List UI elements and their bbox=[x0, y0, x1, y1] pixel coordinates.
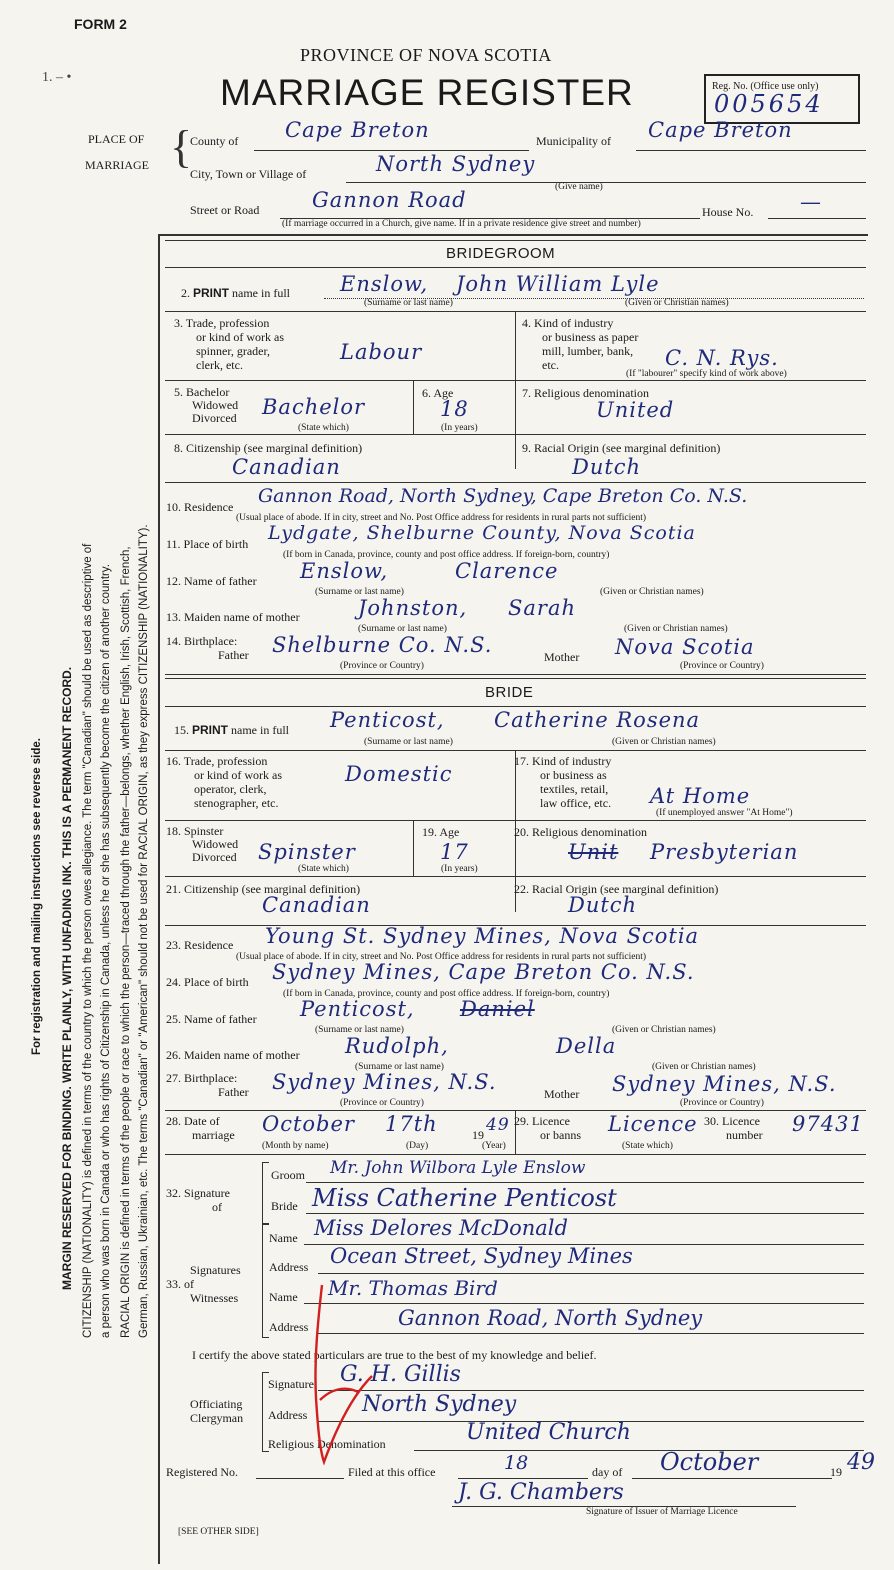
groom-religion: United bbox=[596, 398, 675, 422]
date-year-note: (Year) bbox=[482, 1141, 506, 1151]
groom-father-note-s: (Surname or last name) bbox=[315, 587, 404, 597]
clergy-signature-label: Signature bbox=[268, 1377, 314, 1391]
witness1-address: Ocean Street, Sydney Mines bbox=[330, 1244, 633, 1268]
bride-trade: Domestic bbox=[345, 762, 453, 786]
bride-surname: Penticost, bbox=[330, 708, 445, 732]
bride-racial: Dutch bbox=[568, 893, 638, 917]
licence-number-label: 30. Licence number bbox=[704, 1114, 763, 1142]
bride-mother-label: 26. Maiden name of mother bbox=[166, 1048, 300, 1062]
date-day-note: (Day) bbox=[406, 1141, 429, 1151]
groom-mother-note-g: (Given or Christian names) bbox=[624, 624, 728, 634]
witness2-name: Mr. Thomas Bird bbox=[328, 1276, 498, 1300]
licence-number: 97431 bbox=[792, 1112, 864, 1136]
bride-status-label: 18. Spinster Widowed Divorced bbox=[166, 824, 239, 864]
groom-bp-mother: Nova Scotia bbox=[615, 635, 755, 659]
bridegroom-heading: BRIDEGROOM bbox=[446, 245, 556, 262]
marriage-year: 49 bbox=[486, 1115, 510, 1135]
bride-residence-note: (Usual place of abode. If in city, street and No. Post Office address for residents in rural parts not sufficient) bbox=[236, 952, 647, 962]
bride-residence-label: 23. Residence bbox=[166, 938, 234, 952]
margin-line-5: RACIAL ORIGIN is defined in terms of the people or race to which the person—traced through the father—belongs, whether English, Irish, Scottish, French, bbox=[120, 546, 132, 1338]
groom-father-label: 12. Name of father bbox=[166, 574, 257, 588]
bride-industry-note: (If unemployed answer "At Home") bbox=[656, 808, 793, 818]
groom-status-note: (State which) bbox=[298, 423, 349, 433]
groom-industry: C. N. Rys. bbox=[665, 346, 779, 370]
groom-religion-label: 7. Religious denomination bbox=[522, 386, 649, 400]
groom-status-label: 5. Bachelor Widowed Divorced bbox=[174, 385, 239, 425]
margin-line-2: For registration and mailing instructions see reverse side. bbox=[31, 738, 43, 1055]
reg-number-value: 005654 bbox=[714, 90, 824, 118]
filed-day: 18 bbox=[504, 1452, 529, 1474]
clergy-label: Officiating Clergyman bbox=[190, 1397, 244, 1425]
bride-age-note: (In years) bbox=[441, 864, 478, 874]
licence-note: (State which) bbox=[622, 1141, 673, 1151]
groom-mother-label: 13. Maiden name of mother bbox=[166, 610, 300, 624]
bride-residence: Young St. Sydney Mines, Nova Scotia bbox=[265, 924, 700, 948]
groom-bp-note-m: (Province or Country) bbox=[680, 661, 764, 671]
groom-birth-label: 11. Place of birth bbox=[166, 537, 249, 551]
form-number: FORM 2 bbox=[74, 16, 127, 32]
groom-bp-father: Shelburne Co. N.S. bbox=[272, 633, 493, 657]
registered-label: Registered No. bbox=[166, 1465, 238, 1479]
groom-mother-surname: Johnston, bbox=[358, 596, 468, 620]
city-note: (Give name) bbox=[555, 182, 603, 192]
date-label: 28. Date of marriage bbox=[166, 1114, 235, 1142]
groom-given: John William Lyle bbox=[456, 272, 660, 296]
licence-label: 29. Licence or banns bbox=[514, 1114, 581, 1142]
groom-industry-note: (If "labourer" specify kind of work above) bbox=[626, 369, 787, 379]
bride-heading: BRIDE bbox=[485, 684, 534, 701]
bride-sig-label: Bride bbox=[271, 1199, 298, 1213]
clergy-signature: G. H. Gillis bbox=[340, 1362, 461, 1387]
marriage-day: 17th bbox=[385, 1112, 438, 1136]
groom-surname: Enslow, bbox=[340, 272, 429, 296]
groom-trade: Labour bbox=[340, 340, 423, 364]
clergy-denomination: United Church bbox=[466, 1420, 631, 1445]
bride-age-label: 19. Age bbox=[422, 825, 460, 839]
w1-address-label: Address bbox=[269, 1260, 309, 1274]
groom-surname-note: (Surname or last name) bbox=[364, 298, 453, 308]
province-heading: PROVINCE OF NOVA SCOTIA bbox=[300, 45, 552, 65]
groom-given-note: (Given or Christian names) bbox=[625, 298, 729, 308]
bride-citizenship: Canadian bbox=[262, 893, 371, 917]
groom-father-note-g: (Given or Christian names) bbox=[600, 587, 704, 597]
groom-bp-note-f: (Province or Country) bbox=[340, 661, 424, 671]
bride-status-note: (State which) bbox=[298, 864, 349, 874]
red-check-mark bbox=[300, 1280, 380, 1470]
margin-line-1: MARGIN RESERVED FOR BINDING. WRITE PLAINLY, WITH UNFADING INK. THIS IS A PERMANENT RECORD. bbox=[60, 666, 74, 1290]
margin-line-4: a person who was born in Canada or who has rights of Citizenship in Canada, unless he or she has subsequently become the citizen of another country. bbox=[100, 564, 112, 1338]
bride-signature: Miss Catherine Penticost bbox=[312, 1184, 617, 1212]
groom-residence: Gannon Road, North Sydney, Cape Breton Co. N.S. bbox=[258, 485, 748, 507]
date-month-note: (Month by name) bbox=[262, 1141, 329, 1151]
witness2-address: Gannon Road, North Sydney bbox=[398, 1306, 703, 1330]
county-value: Cape Breton bbox=[285, 118, 430, 142]
witness1-name: Miss Delores McDonald bbox=[314, 1216, 568, 1240]
bride-racial-label: 22. Racial Origin (see marginal definition) bbox=[514, 882, 719, 896]
witnesses-label: Signatures 33. of Witnesses bbox=[166, 1263, 241, 1305]
groom-sig-label: Groom bbox=[271, 1168, 305, 1182]
margin-line-3: CITIZENSHIP (NATIONALITY) is defined in terms of the country to which the person owes allegiance. The term "Canadian" should be used as descriptive of bbox=[82, 543, 94, 1338]
groom-age-label: 6. Age bbox=[422, 386, 454, 400]
bride-religion: Presbyterian bbox=[650, 840, 799, 864]
clergy-denom-label: Religious Denomination bbox=[268, 1437, 386, 1451]
groom-residence-note: (Usual place of abode. If in city, street and No. Post Office address for residents in rural parts not sufficient) bbox=[236, 513, 647, 523]
bride-birth: Sydney Mines, Cape Breton Co. N.S. bbox=[272, 960, 695, 984]
bride-bp-father-label: Father bbox=[218, 1085, 249, 1099]
clergy-address-label: Address bbox=[268, 1408, 308, 1422]
bride-father-surname: Penticost, bbox=[300, 997, 415, 1021]
bride-given-note: (Given or Christian names) bbox=[612, 737, 716, 747]
groom-signature: Mr. John Wilbora Lyle Enslow bbox=[330, 1158, 586, 1178]
groom-citizenship-label: 8. Citizenship (see marginal definition) bbox=[174, 441, 363, 455]
groom-industry-label: 4. Kind of industry or business as paper mill, lumber, bank, etc. bbox=[522, 316, 639, 372]
groom-birth-note: (If born in Canada, province, county and post office address. If foreign-born, country) bbox=[283, 550, 610, 560]
marriage-month: October bbox=[262, 1112, 355, 1136]
see-other-side: [SEE OTHER SIDE] bbox=[178, 1527, 259, 1537]
bride-father-given: Daniel bbox=[460, 997, 535, 1021]
bride-status: Spinster bbox=[258, 840, 356, 864]
bride-industry: At Home bbox=[650, 784, 751, 808]
groom-father-given: Clarence bbox=[455, 559, 559, 583]
municipality-value: Cape Breton bbox=[648, 118, 793, 142]
bride-bp-note-f: (Province or Country) bbox=[340, 1098, 424, 1108]
bride-trade-label: 16. Trade, profession or kind of work as operator, clerk, stenographer, etc. bbox=[166, 754, 282, 810]
witness-bracket bbox=[262, 1224, 269, 1338]
bride-given: Catherine Rosena bbox=[494, 708, 701, 732]
signature-label: 32. Signature of bbox=[166, 1186, 230, 1214]
reg-number-box bbox=[704, 74, 860, 124]
bride-birth-label: 24. Place of birth bbox=[166, 975, 249, 989]
bride-age: 17 bbox=[440, 840, 469, 864]
bride-bp-note-m: (Province or Country) bbox=[680, 1098, 764, 1108]
licence-type: Licence bbox=[608, 1112, 698, 1136]
reg-number-label: Reg. No. (Office use only) bbox=[712, 81, 819, 92]
groom-trade-label: 3. Trade, profession or kind of work as spinner, grader, clerk, etc. bbox=[174, 316, 284, 372]
groom-mother-note-s: (Surname or last name) bbox=[358, 624, 447, 634]
marriage-year-prefix: 19 bbox=[472, 1128, 484, 1142]
bride-religion-label: 20. Religious denomination bbox=[514, 825, 647, 839]
bride-mother-note-s: (Surname or last name) bbox=[355, 1062, 444, 1072]
groom-name-label: 2. PRINT name in full bbox=[181, 286, 290, 300]
issuer-label: Signature of Issuer of Marriage Licence bbox=[586, 1507, 738, 1517]
page-title: MARRIAGE REGISTER bbox=[220, 72, 634, 113]
filed-label: Filed at this office bbox=[348, 1465, 436, 1479]
bride-bp-mother-label: Mother bbox=[544, 1087, 580, 1101]
place-brace: { bbox=[170, 121, 193, 172]
bride-birth-note: (If born in Canada, province, county and post office address. If foreign-born, country) bbox=[283, 989, 610, 999]
margin-line-6: German, Russian, Ukrainian, etc. The terms "Canadian" or "American" should not be used for RACIAL ORIGIN, as they express CITIZENSHIP (NATIONALITY). bbox=[138, 524, 150, 1338]
filed-year: 49 bbox=[847, 1450, 875, 1475]
groom-birth: Lydgate, Shelburne County, Nova Scotia bbox=[268, 522, 696, 544]
bride-industry-label: 17. Kind of industry or business as textiles, retail, law office, etc. bbox=[514, 754, 612, 810]
certify-text: I certify the above stated particulars are true to the best of my knowledge and belief. bbox=[192, 1348, 597, 1362]
bride-bp-father: Sydney Mines, N.S. bbox=[272, 1070, 497, 1094]
city-value: North Sydney bbox=[376, 152, 536, 176]
sig-bracket bbox=[262, 1162, 269, 1224]
groom-age: 18 bbox=[440, 397, 469, 421]
bride-citizenship-label: 21. Citizenship (see marginal definition) bbox=[166, 882, 361, 896]
bride-father-note-g: (Given or Christian names) bbox=[612, 1025, 716, 1035]
filed-month: October bbox=[660, 1448, 759, 1476]
place-heading-1: PLACE OF bbox=[88, 132, 145, 146]
county-label: County of bbox=[190, 134, 239, 148]
street-value: Gannon Road bbox=[312, 188, 467, 212]
groom-birthplace-label: 14. Birthplace: bbox=[166, 634, 238, 648]
bride-surname-note: (Surname or last name) bbox=[364, 737, 453, 747]
groom-racial: Dutch bbox=[572, 455, 642, 479]
w1-name-label: Name bbox=[269, 1231, 298, 1245]
w2-name-label: Name bbox=[269, 1290, 298, 1304]
bride-father-label: 25. Name of father bbox=[166, 1012, 257, 1026]
bride-bp-mother: Sydney Mines, N.S. bbox=[612, 1072, 837, 1096]
place-heading-2: MARRIAGE bbox=[85, 158, 150, 172]
groom-citizenship: Canadian bbox=[232, 455, 341, 479]
groom-mother-given: Sarah bbox=[508, 596, 576, 620]
groom-father-surname: Enslow, bbox=[300, 559, 389, 583]
clergy-address: North Sydney bbox=[362, 1392, 517, 1417]
house-value: — bbox=[800, 190, 822, 214]
groom-racial-label: 9. Racial Origin (see marginal definition) bbox=[522, 441, 721, 455]
groom-age-note: (In years) bbox=[441, 423, 478, 433]
house-label: House No. bbox=[702, 205, 754, 219]
bride-mother-note-g: (Given or Christian names) bbox=[652, 1062, 756, 1072]
groom-bp-father-label: Father bbox=[218, 648, 249, 662]
city-label: City, Town or Village of bbox=[190, 167, 307, 181]
day-of-label: day of bbox=[592, 1465, 623, 1479]
groom-residence-label: 10. Residence bbox=[166, 500, 234, 514]
bride-mother-surname: Rudolph, bbox=[345, 1034, 449, 1058]
bride-religion-struck: Unit bbox=[568, 840, 619, 864]
bride-father-note-s: (Surname or last name) bbox=[315, 1025, 404, 1035]
issuer-signature: J. G. Chambers bbox=[458, 1480, 624, 1505]
stamp-mark: 1. – • bbox=[42, 70, 72, 85]
groom-status: Bachelor bbox=[262, 395, 366, 419]
bride-name-label: 15. PRINT name in full bbox=[174, 723, 289, 737]
groom-bp-mother-label: Mother bbox=[544, 650, 580, 664]
street-label: Street or Road bbox=[190, 203, 260, 217]
w2-address-label: Address bbox=[269, 1320, 309, 1334]
street-note: (If marriage occurred in a Church, give name. If in a private residence give street and number) bbox=[282, 219, 641, 229]
bride-mother-given: Della bbox=[556, 1034, 617, 1058]
municipality-label: Municipality of bbox=[536, 134, 611, 148]
filed-year-prefix: 19 bbox=[830, 1465, 842, 1479]
bride-birthplace-label: 27. Birthplace: bbox=[166, 1071, 238, 1085]
